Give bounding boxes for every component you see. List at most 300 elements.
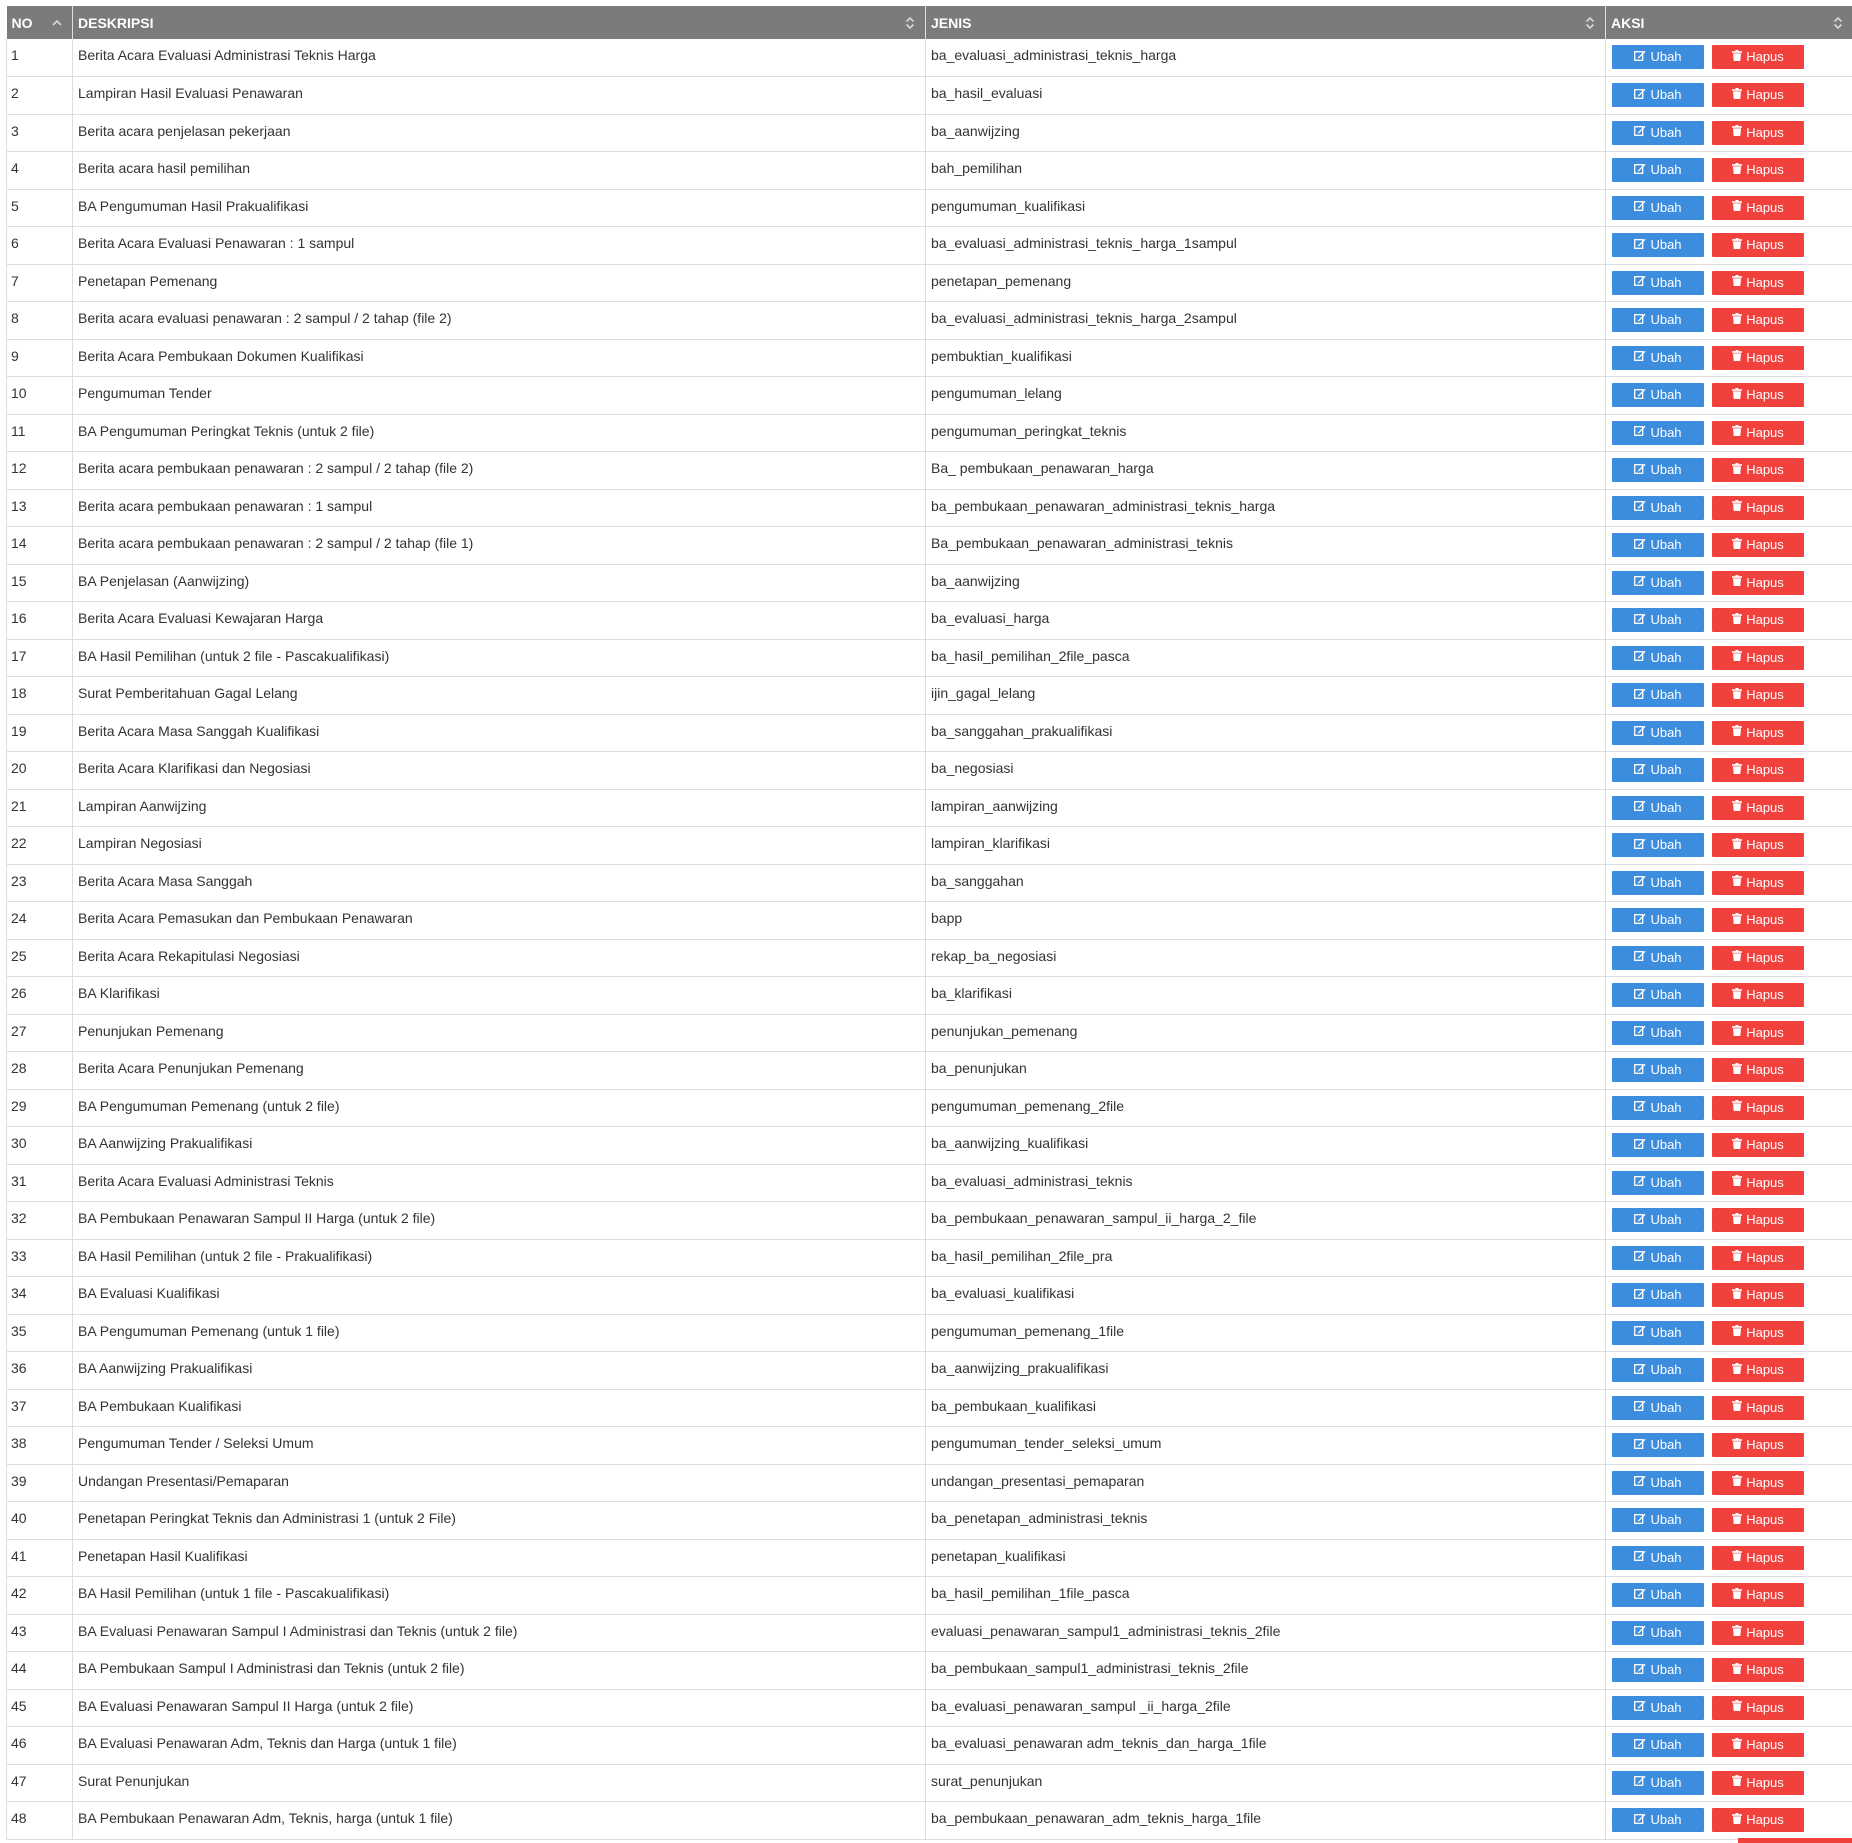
edit-button[interactable]: [1612, 346, 1704, 370]
cell-aksi: [1606, 1577, 1852, 1615]
edit-button[interactable]: [1612, 1283, 1704, 1307]
edit-button[interactable]: [1612, 1021, 1704, 1045]
cell-deskripsi: BA Pengumuman Hasil Prakualifikasi: [73, 189, 926, 227]
table-row: [7, 752, 1852, 790]
cell-aksi: [1606, 339, 1852, 377]
edit-icon: [1634, 1433, 1646, 1457]
edit-button[interactable]: [1612, 1171, 1704, 1195]
delete-button[interactable]: [1712, 721, 1804, 745]
column-header-no-label: NO: [11, 14, 33, 31]
cell-no: 30: [7, 1127, 73, 1165]
edit-button[interactable]: [1612, 833, 1704, 857]
cell-aksi: [1606, 602, 1852, 640]
cell-jenis: pengumuman_pemenang_2file: [926, 1089, 1606, 1127]
cell-no: 25: [7, 939, 73, 977]
edit-button[interactable]: [1612, 308, 1704, 332]
edit-button[interactable]: [1612, 1133, 1704, 1157]
header-row: [7, 6, 1852, 39]
cell-no: 16: [7, 602, 73, 640]
cell-no: 3: [7, 114, 73, 152]
sort-both-icon[interactable]: [1585, 15, 1595, 31]
edit-icon: [1634, 1508, 1646, 1532]
delete-button[interactable]: [1712, 121, 1804, 145]
cell-deskripsi: Berita Acara Penunjukan Pemenang: [73, 1052, 926, 1090]
delete-button[interactable]: [1712, 83, 1804, 107]
edit-button[interactable]: [1612, 1396, 1704, 1420]
cell-jenis: ba_evaluasi_administrasi_teknis_harga: [926, 39, 1606, 77]
edit-button[interactable]: [1612, 271, 1704, 295]
table-row: [7, 1727, 1852, 1765]
edit-button[interactable]: [1612, 908, 1704, 932]
cell-no: 36: [7, 1352, 73, 1390]
cell-deskripsi: Berita Acara Evaluasi Kewajaran Harga: [73, 602, 926, 640]
edit-button[interactable]: [1612, 1733, 1704, 1757]
cell-aksi: [1606, 1314, 1852, 1352]
cell-no: 6: [7, 227, 73, 265]
edit-icon: [1634, 1470, 1646, 1494]
cell-aksi: [1606, 864, 1852, 902]
edit-button[interactable]: [1612, 1208, 1704, 1232]
edit-button[interactable]: [1612, 1358, 1704, 1382]
edit-button[interactable]: [1612, 1321, 1704, 1345]
delete-button[interactable]: [1712, 1508, 1804, 1532]
cell-no: 8: [7, 302, 73, 340]
edit-button-label: Ubah: [1650, 1549, 1682, 1565]
edit-button-label: Ubah: [1650, 1399, 1682, 1415]
edit-button-label: Ubah: [1650, 1324, 1682, 1340]
edit-button[interactable]: [1612, 421, 1704, 445]
cell-no: 19: [7, 714, 73, 752]
cell-aksi: [1606, 714, 1852, 752]
trash-icon: [1732, 458, 1742, 482]
data-table-container: [6, 6, 1852, 1840]
table-row: [7, 1577, 1852, 1615]
cell-deskripsi: Pengumuman Tender: [73, 377, 926, 415]
trash-icon: [1732, 1733, 1742, 1757]
delete-button[interactable]: [1712, 1546, 1804, 1570]
cell-no: 1: [7, 39, 73, 77]
edit-button[interactable]: [1612, 45, 1704, 69]
trash-icon: [1732, 345, 1742, 369]
delete-button[interactable]: [1712, 1246, 1804, 1270]
trash-icon: [1732, 1808, 1742, 1832]
edit-button-label: Ubah: [1650, 649, 1682, 665]
table-row: [7, 1539, 1852, 1577]
edit-button[interactable]: [1612, 1058, 1704, 1082]
cell-deskripsi: BA Pembukaan Sampul I Administrasi dan Teknis (untuk 2 file): [73, 1652, 926, 1690]
cell-aksi: [1606, 452, 1852, 490]
cell-jenis: pengumuman_peringkat_teknis: [926, 414, 1606, 452]
edit-button[interactable]: [1612, 1246, 1704, 1270]
column-header-aksi-label: AKSI: [1611, 14, 1645, 31]
delete-button-label: Hapus: [1746, 274, 1784, 290]
cell-jenis: Ba_pembukaan_penawaran_administrasi_teknis: [926, 527, 1606, 565]
edit-button[interactable]: [1612, 983, 1704, 1007]
cell-jenis: ba_negosiasi: [926, 752, 1606, 790]
cell-aksi: [1606, 1539, 1852, 1577]
delete-button-label: Hapus: [1746, 312, 1784, 327]
table-row: [7, 39, 1852, 77]
edit-button[interactable]: [1612, 1771, 1704, 1795]
table-row: [7, 564, 1852, 602]
edit-button[interactable]: [1612, 571, 1704, 595]
edit-button[interactable]: [1612, 458, 1704, 482]
delete-button[interactable]: [1712, 1358, 1804, 1382]
cell-deskripsi: BA Pengumuman Pemenang (untuk 1 file): [73, 1314, 926, 1352]
edit-icon: [1634, 1058, 1646, 1082]
cell-aksi: [1606, 1239, 1852, 1277]
edit-button[interactable]: [1612, 1433, 1704, 1457]
cell-deskripsi: Berita Acara Pembukaan Dokumen Kualifikasi: [73, 339, 926, 377]
edit-button[interactable]: [1612, 646, 1704, 670]
delete-button[interactable]: [1712, 1133, 1804, 1157]
edit-button-label: Ubah: [1650, 1024, 1682, 1040]
edit-button-label: Ubah: [1650, 687, 1682, 702]
edit-icon: [1634, 1095, 1646, 1119]
edit-icon: [1634, 870, 1646, 894]
table-row: [7, 114, 1852, 152]
cell-jenis: ba_pembukaan_sampul1_administrasi_teknis_2file: [926, 1652, 1606, 1690]
delete-button[interactable]: [1712, 871, 1804, 895]
table-row: [7, 189, 1852, 227]
edit-button-label: Ubah: [1650, 274, 1682, 290]
delete-button[interactable]: [1712, 1433, 1804, 1457]
cell-no: 42: [7, 1577, 73, 1615]
sort-ascending-icon[interactable]: [52, 15, 62, 31]
delete-button[interactable]: [1712, 1283, 1804, 1307]
delete-button[interactable]: [1712, 1808, 1804, 1832]
cell-no: 22: [7, 827, 73, 865]
column-header-deskripsi[interactable]: [73, 6, 926, 39]
table-row: [7, 1277, 1852, 1315]
delete-button[interactable]: [1712, 383, 1804, 407]
edit-button[interactable]: [1612, 1808, 1704, 1832]
trash-icon: [1732, 1170, 1742, 1194]
delete-button[interactable]: [1712, 1021, 1804, 1045]
edit-button-label: Ubah: [1650, 1812, 1682, 1827]
cell-jenis: ba_hasil_pemilihan_2file_pasca: [926, 639, 1606, 677]
column-header-no[interactable]: [7, 6, 73, 39]
delete-button[interactable]: [1712, 1733, 1804, 1757]
cell-deskripsi: BA Penjelasan (Aanwijzing): [73, 564, 926, 602]
cell-aksi: [1606, 1464, 1852, 1502]
delete-button-label: Hapus: [1746, 1737, 1784, 1752]
cell-aksi: [1606, 1502, 1852, 1540]
edit-button-label: Ubah: [1650, 724, 1682, 740]
cell-deskripsi: Undangan Presentasi/Pemaparan: [73, 1464, 926, 1502]
delete-button[interactable]: [1712, 1471, 1804, 1495]
edit-icon: [1634, 1208, 1646, 1232]
delete-button[interactable]: [1712, 45, 1804, 69]
edit-button[interactable]: [1612, 946, 1704, 970]
edit-button-label: Ubah: [1650, 499, 1682, 515]
delete-button[interactable]: [1712, 1396, 1804, 1420]
delete-button-label: Hapus: [1746, 799, 1784, 815]
cell-deskripsi: BA Klarifikasi: [73, 977, 926, 1015]
trash-icon: [1732, 83, 1742, 107]
delete-button-label: Hapus: [1746, 649, 1784, 665]
delete-button-label: Hapus: [1746, 499, 1784, 515]
edit-button-label: Ubah: [1650, 87, 1682, 102]
delete-button[interactable]: [1712, 1321, 1804, 1345]
column-header-deskripsi-label: DESKRIPSI: [78, 14, 154, 31]
delete-button[interactable]: [1712, 908, 1804, 932]
delete-button[interactable]: [1712, 158, 1804, 182]
cell-jenis: ba_evaluasi_penawaran_sampul _ii_harga_2file: [926, 1689, 1606, 1727]
cell-deskripsi: BA Aanwijzing Prakualifikasi: [73, 1127, 926, 1165]
edit-icon: [1634, 1170, 1646, 1194]
edit-button[interactable]: [1612, 683, 1704, 707]
edit-button[interactable]: [1612, 533, 1704, 557]
delete-button[interactable]: [1712, 496, 1804, 520]
table-row: [7, 1689, 1852, 1727]
edit-button-label: Ubah: [1650, 1662, 1682, 1677]
edit-icon: [1634, 1545, 1646, 1569]
trash-icon: [1732, 608, 1742, 632]
delete-button-label: Hapus: [1746, 349, 1784, 365]
delete-button-label: Hapus: [1746, 1362, 1784, 1377]
delete-button[interactable]: [1712, 1658, 1804, 1682]
cell-aksi: [1606, 1427, 1852, 1465]
table-row: [7, 1502, 1852, 1540]
cell-no: 17: [7, 639, 73, 677]
trash-icon: [1732, 908, 1742, 932]
trash-icon: [1732, 1470, 1742, 1494]
edit-button-label: Ubah: [1650, 424, 1682, 440]
edit-button[interactable]: [1612, 1546, 1704, 1570]
delete-button[interactable]: [1712, 196, 1804, 220]
delete-button[interactable]: [1712, 1058, 1804, 1082]
sort-both-icon[interactable]: [1833, 15, 1843, 31]
table-row: [7, 1652, 1852, 1690]
cell-aksi: [1606, 1164, 1852, 1202]
cell-deskripsi: BA Pengumuman Peringkat Teknis (untuk 2 file): [73, 414, 926, 452]
delete-button-label: Hapus: [1746, 462, 1784, 477]
cell-no: 40: [7, 1502, 73, 1540]
edit-icon: [1634, 1358, 1646, 1382]
delete-button-label: Hapus: [1746, 162, 1784, 177]
edit-button-label: Ubah: [1650, 912, 1682, 927]
cell-aksi: [1606, 752, 1852, 790]
edit-button[interactable]: [1612, 158, 1704, 182]
cell-no: 9: [7, 339, 73, 377]
cell-deskripsi: Berita Acara Evaluasi Administrasi Teknis: [73, 1164, 926, 1202]
edit-button[interactable]: [1612, 1658, 1704, 1682]
edit-button-label: Ubah: [1650, 199, 1682, 215]
cell-jenis: bah_pemilihan: [926, 152, 1606, 190]
edit-icon: [1634, 120, 1646, 144]
delete-button[interactable]: [1712, 1696, 1804, 1720]
cell-deskripsi: Lampiran Aanwijzing: [73, 789, 926, 827]
edit-button[interactable]: [1612, 83, 1704, 107]
edit-button[interactable]: [1612, 758, 1704, 782]
edit-icon: [1634, 83, 1646, 107]
delete-button-label: Hapus: [1746, 949, 1784, 965]
edit-button-label: Ubah: [1650, 1174, 1682, 1190]
cell-jenis: pengumuman_lelang: [926, 377, 1606, 415]
trash-icon: [1732, 45, 1742, 69]
cell-aksi: [1606, 227, 1852, 265]
delete-button[interactable]: [1712, 233, 1804, 257]
edit-button-label: Ubah: [1650, 1587, 1682, 1602]
edit-button[interactable]: [1612, 1621, 1704, 1645]
cell-aksi: [1606, 1052, 1852, 1090]
cell-no: 46: [7, 1727, 73, 1765]
edit-button[interactable]: [1612, 121, 1704, 145]
cell-aksi: [1606, 414, 1852, 452]
delete-button-label: Hapus: [1746, 1324, 1784, 1340]
delete-button[interactable]: [1712, 758, 1804, 782]
table-row: [7, 414, 1852, 452]
delete-button[interactable]: [1712, 458, 1804, 482]
trash-icon: [1732, 983, 1742, 1007]
delete-button[interactable]: [1712, 308, 1804, 332]
delete-button-label: Hapus: [1746, 1812, 1784, 1827]
cell-aksi: [1606, 1727, 1852, 1765]
table-row: [7, 1089, 1852, 1127]
edit-icon: [1634, 420, 1646, 444]
edit-button[interactable]: [1612, 871, 1704, 895]
edit-icon: [1634, 758, 1646, 782]
edit-button-label: Ubah: [1650, 1249, 1682, 1265]
delete-button[interactable]: [1712, 683, 1804, 707]
edit-button[interactable]: [1612, 1583, 1704, 1607]
cell-no: 14: [7, 527, 73, 565]
delete-button[interactable]: [1712, 1621, 1804, 1645]
delete-button-label: Hapus: [1746, 612, 1784, 627]
edit-button[interactable]: [1612, 1696, 1704, 1720]
delete-button[interactable]: [1712, 421, 1804, 445]
delete-button-label: Hapus: [1746, 1174, 1784, 1190]
delete-button-label: Hapus: [1746, 724, 1784, 740]
edit-button[interactable]: [1612, 721, 1704, 745]
edit-button-label: Ubah: [1650, 1137, 1682, 1152]
table-row: [7, 1614, 1852, 1652]
edit-icon: [1634, 1808, 1646, 1832]
delete-button[interactable]: [1712, 346, 1804, 370]
delete-button[interactable]: [1712, 983, 1804, 1007]
delete-button[interactable]: [1712, 533, 1804, 557]
cell-jenis: evaluasi_penawaran_sampul1_administrasi_teknis_2file: [926, 1614, 1606, 1652]
column-header-jenis[interactable]: [926, 6, 1606, 39]
edit-icon: [1634, 270, 1646, 294]
edit-button[interactable]: [1612, 608, 1704, 632]
cell-jenis: ba_aanwijzing: [926, 114, 1606, 152]
cell-aksi: [1606, 564, 1852, 602]
cell-aksi: [1606, 39, 1852, 77]
cell-deskripsi: BA Evaluasi Penawaran Sampul I Administrasi dan Teknis (untuk 2 file): [73, 1614, 926, 1652]
delete-button[interactable]: [1712, 646, 1804, 670]
table-row: [7, 639, 1852, 677]
cell-aksi: [1606, 1802, 1852, 1840]
cell-aksi: [1606, 1689, 1852, 1727]
cell-deskripsi: Berita Acara Masa Sanggah Kualifikasi: [73, 714, 926, 752]
table-row: [7, 602, 1852, 640]
cell-deskripsi: Surat Penunjukan: [73, 1764, 926, 1802]
trash-icon: [1732, 1208, 1742, 1232]
delete-button-label: Hapus: [1746, 537, 1784, 552]
delete-button[interactable]: [1712, 571, 1804, 595]
cell-deskripsi: Berita acara penjelasan pekerjaan: [73, 114, 926, 152]
cell-jenis: lampiran_aanwijzing: [926, 789, 1606, 827]
delete-button[interactable]: [1712, 271, 1804, 295]
edit-button-label: Ubah: [1650, 1737, 1682, 1752]
cell-deskripsi: Berita acara evaluasi penawaran : 2 sampul / 2 tahap (file 2): [73, 302, 926, 340]
cell-no: 12: [7, 452, 73, 490]
column-header-aksi[interactable]: [1606, 6, 1852, 39]
cell-jenis: surat_penunjukan: [926, 1764, 1606, 1802]
delete-button[interactable]: [1712, 1583, 1804, 1607]
table-row: [7, 1427, 1852, 1465]
edit-icon: [1634, 1245, 1646, 1269]
cell-aksi: [1606, 264, 1852, 302]
trash-icon: [1732, 1545, 1742, 1569]
delete-button[interactable]: [1712, 1096, 1804, 1120]
cell-no: 38: [7, 1427, 73, 1465]
delete-button[interactable]: [1712, 1171, 1804, 1195]
edit-icon: [1634, 345, 1646, 369]
cell-jenis: ba_evaluasi_administrasi_teknis_harga_1sampul: [926, 227, 1606, 265]
cell-aksi: [1606, 1652, 1852, 1690]
edit-icon: [1634, 1133, 1646, 1157]
trash-icon: [1732, 383, 1742, 407]
delete-button[interactable]: [1712, 796, 1804, 820]
delete-button[interactable]: [1712, 946, 1804, 970]
edit-button[interactable]: [1612, 233, 1704, 257]
table-row: [7, 827, 1852, 865]
delete-button[interactable]: [1712, 1208, 1804, 1232]
table-row: [7, 527, 1852, 565]
table-row: [7, 227, 1852, 265]
cell-no: 43: [7, 1614, 73, 1652]
table-row: [7, 1764, 1852, 1802]
data-table: [6, 6, 1852, 1840]
edit-button[interactable]: [1612, 1471, 1704, 1495]
delete-button[interactable]: [1712, 608, 1804, 632]
trash-icon: [1732, 195, 1742, 219]
edit-button[interactable]: [1612, 383, 1704, 407]
trash-icon: [1732, 1658, 1742, 1682]
edit-button[interactable]: [1612, 196, 1704, 220]
cell-jenis: ba_evaluasi_administrasi_teknis: [926, 1164, 1606, 1202]
cell-aksi: [1606, 1764, 1852, 1802]
delete-button[interactable]: [1712, 1771, 1804, 1795]
delete-button-label: Hapus: [1746, 1474, 1784, 1490]
cell-aksi: [1606, 114, 1852, 152]
edit-button-label: Ubah: [1650, 762, 1682, 777]
edit-button[interactable]: [1612, 1508, 1704, 1532]
edit-icon: [1634, 233, 1646, 257]
edit-button-label: Ubah: [1650, 462, 1682, 477]
table-row: [7, 677, 1852, 715]
edit-button[interactable]: [1612, 1096, 1704, 1120]
trash-icon: [1732, 795, 1742, 819]
sort-both-icon[interactable]: [905, 15, 915, 31]
edit-button[interactable]: [1612, 496, 1704, 520]
edit-icon: [1634, 645, 1646, 669]
cell-jenis: ba_penetapan_administrasi_teknis: [926, 1502, 1606, 1540]
cell-jenis: Ba_ pembukaan_penawaran_harga: [926, 452, 1606, 490]
edit-button-label: Ubah: [1650, 1699, 1682, 1715]
delete-button[interactable]: [1712, 833, 1804, 857]
edit-button-label: Ubah: [1650, 1287, 1682, 1302]
table-row: [7, 789, 1852, 827]
edit-button[interactable]: [1612, 796, 1704, 820]
delete-button-label: Hapus: [1746, 1099, 1784, 1115]
trash-icon: [1732, 1583, 1742, 1607]
cell-jenis: pengumuman_pemenang_1file: [926, 1314, 1606, 1352]
cell-jenis: ba_aanwijzing_kualifikasi: [926, 1127, 1606, 1165]
